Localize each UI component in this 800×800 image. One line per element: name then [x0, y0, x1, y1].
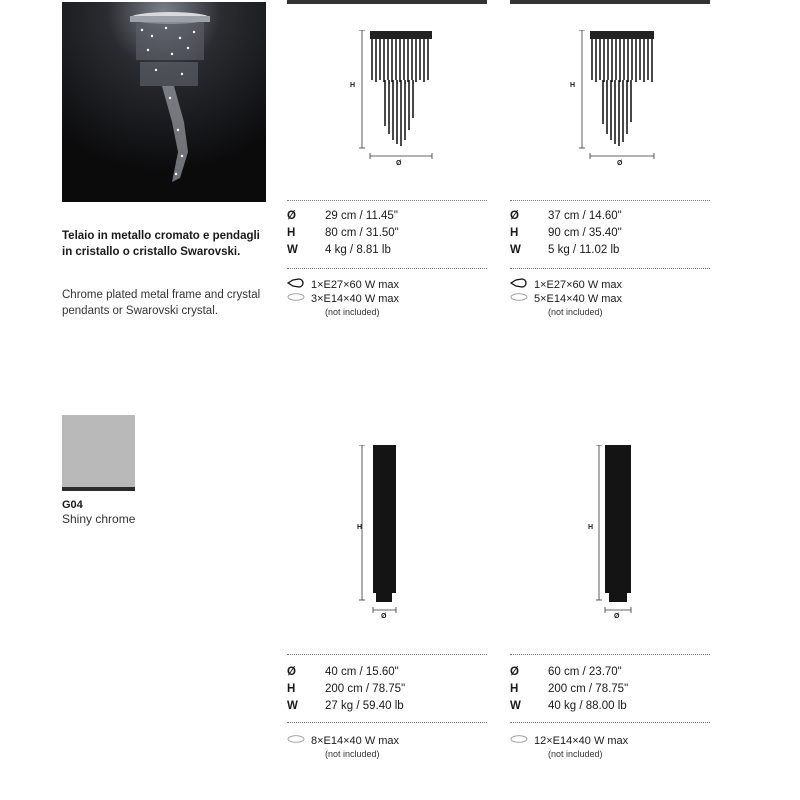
spec-value: 37 cm / 14.60": [548, 210, 622, 222]
height-label: H: [357, 524, 363, 531]
technical-drawing: [585, 445, 665, 625]
bulb-row: [287, 278, 487, 292]
finish-code: G04: [62, 499, 83, 511]
divider: [510, 722, 710, 723]
bulb-list: [510, 734, 710, 761]
spec-row: [510, 242, 710, 259]
divider: [510, 200, 710, 201]
height-label: H: [570, 82, 576, 89]
spec-row: [287, 664, 487, 681]
bulb-spec: 8×E14×40 W max: [311, 735, 400, 747]
spec-row: [510, 681, 710, 698]
spec-row: [510, 208, 710, 225]
e14-bulb-icon: [287, 292, 311, 306]
diameter-label: Ø: [381, 613, 387, 620]
bulb-spec: 1×E27×60 W max: [311, 279, 400, 291]
e27-bulb-icon: [287, 278, 311, 292]
spec-key: W: [287, 700, 298, 712]
e14-bulb-icon: [287, 734, 311, 748]
diameter-label: Ø: [617, 160, 623, 167]
spec-value: 90 cm / 35.40": [548, 227, 622, 239]
spec-table: [287, 208, 487, 259]
height-label: H: [350, 82, 356, 89]
spec-row: [510, 664, 710, 681]
spec-value: 5 kg / 11.02 lb: [548, 244, 620, 256]
height-label: H: [588, 524, 594, 531]
bulb-spec: 1×E27×60 W max: [534, 279, 623, 291]
technical-drawing: [345, 30, 445, 180]
bulb-row: [510, 734, 710, 748]
description-italian: Telaio in metallo cromato e pendagli in cristallo o cristallo Swarovski.: [62, 230, 260, 258]
bulb-row: [287, 292, 487, 306]
bulb-spec: 3×E14×40 W max: [311, 293, 400, 305]
finish-swatch: [62, 415, 135, 491]
spec-value: 29 cm / 11.45": [325, 210, 398, 222]
spec-value: 80 cm / 31.50": [325, 227, 399, 239]
spec-key: W: [287, 244, 298, 256]
spec-table: [510, 664, 710, 715]
spec-row: [510, 698, 710, 715]
divider: [510, 268, 710, 269]
spec-key: Ø: [510, 666, 519, 678]
spec-row: [287, 698, 487, 715]
not-included-note: (not included): [548, 307, 603, 317]
spec-key: H: [510, 227, 519, 239]
spec-key: Ø: [287, 666, 296, 678]
bulb-list: [287, 734, 487, 761]
spec-value: 40 cm / 15.60": [325, 666, 399, 678]
diameter-label: Ø: [614, 613, 620, 620]
bulb-list: [510, 278, 710, 319]
technical-drawing: [565, 30, 665, 180]
not-included-note: (not included): [548, 749, 603, 759]
bulb-row: [287, 734, 487, 748]
spec-row: [287, 225, 487, 242]
spec-value: 60 cm / 23.70": [548, 666, 622, 678]
divider: [287, 654, 487, 655]
spec-value: 4 kg / 8.81 lb: [325, 244, 391, 256]
spec-key: Ø: [287, 210, 296, 222]
spec-value: 40 kg / 88.00 lb: [548, 700, 627, 712]
not-included-note: (not included): [325, 307, 380, 317]
not-included-note: (not included): [325, 749, 380, 759]
spec-key: Ø: [510, 210, 519, 222]
e14-bulb-icon: [510, 292, 534, 306]
e14-bulb-icon: [510, 734, 534, 748]
spec-row: [287, 681, 487, 698]
spec-table: [287, 664, 487, 715]
spec-value: 200 cm / 78.75": [548, 683, 629, 695]
spec-key: W: [510, 700, 521, 712]
spec-row: [510, 225, 710, 242]
bulb-row: [510, 292, 710, 306]
diameter-label: Ø: [396, 160, 402, 167]
e27-bulb-icon: [510, 278, 534, 292]
spec-key: H: [287, 683, 296, 695]
technical-drawing: [348, 445, 428, 625]
bulb-spec: 12×E14×40 W max: [534, 735, 629, 747]
spec-value: 200 cm / 78.75": [325, 683, 406, 695]
spec-value: 27 kg / 59.40 lb: [325, 700, 404, 712]
spec-key: H: [510, 683, 519, 695]
divider: [287, 268, 487, 269]
description-english: Chrome plated metal frame and crystal pendants or Swarovski crystal.: [62, 289, 261, 317]
spec-table: [510, 208, 710, 259]
divider: [510, 654, 710, 655]
bulb-list: [287, 278, 487, 319]
divider: [287, 722, 487, 723]
column-top-bar: [287, 0, 487, 4]
bulb-row: [510, 278, 710, 292]
finish-name: Shiny chrome: [62, 512, 136, 526]
spec-row: [287, 242, 487, 259]
spec-key: H: [287, 227, 296, 239]
spec-row: [287, 208, 487, 225]
product-photo: [62, 2, 266, 202]
bulb-spec: 5×E14×40 W max: [534, 293, 623, 305]
divider: [287, 200, 487, 201]
spec-key: W: [510, 244, 521, 256]
column-top-bar: [510, 0, 710, 4]
